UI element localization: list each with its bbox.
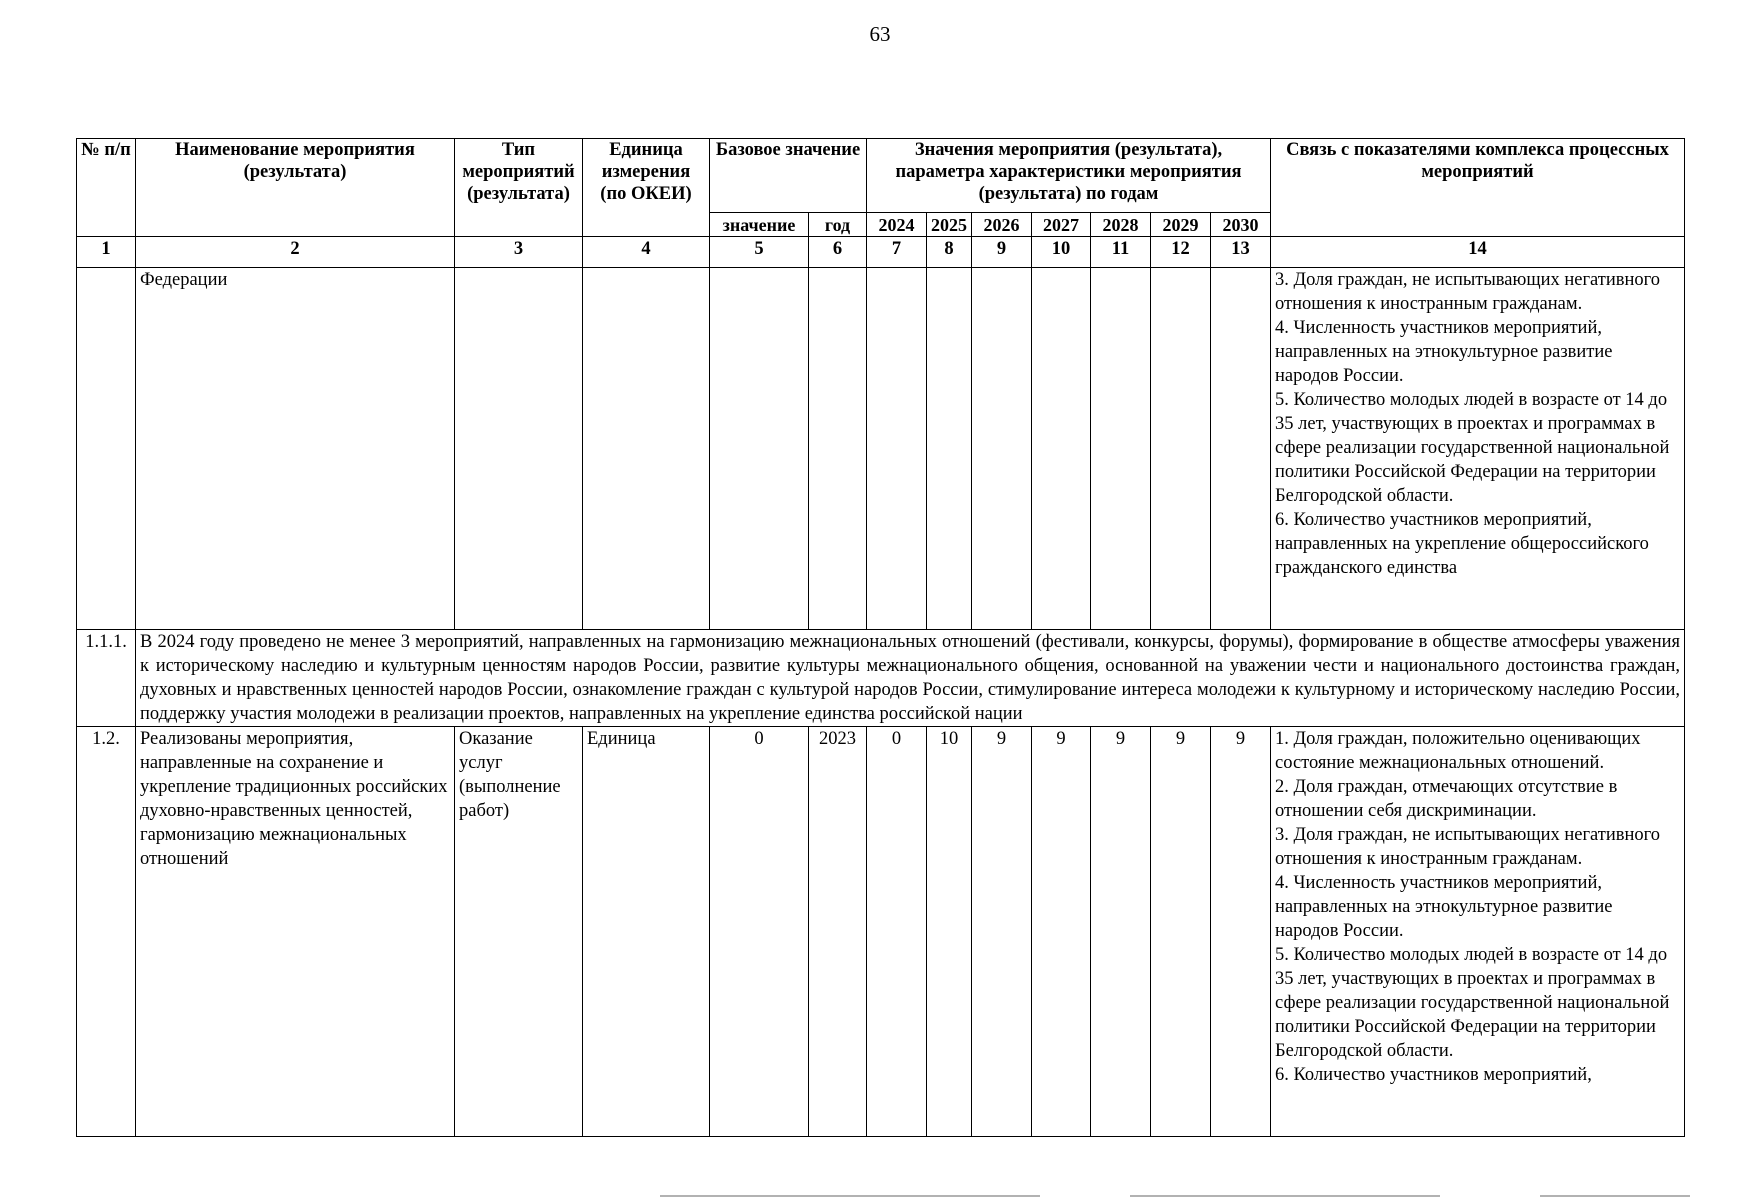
row-value-cell: [1032, 268, 1091, 630]
column-number: 9: [972, 237, 1032, 268]
table-row-1-1-1: [77, 630, 1685, 727]
row-link-cell: [1271, 268, 1685, 630]
header-year: 2028: [1091, 213, 1151, 237]
table-row-continuation: [77, 268, 1685, 630]
link-item: 6. Количество участников мероприятий,: [1275, 1065, 1592, 1085]
header-year: 2027: [1032, 213, 1091, 237]
link-item: 4. Численность участников мероприятий, направленных на этнокультурное развитие народов России.: [1275, 873, 1613, 941]
link-item: 4. Численность участников мероприятий, направленных на этнокультурное развитие народов России.: [1275, 318, 1613, 386]
column-number: 7: [867, 237, 927, 268]
column-number: 3: [455, 237, 583, 268]
link-item: 6. Количество участников мероприятий, направленных на укрепление общероссийского гражданского единства: [1275, 510, 1649, 578]
link-item: 1. Доля граждан, положительно оценивающих состояние межнациональных отношений.: [1275, 729, 1641, 773]
row-value-cell: 10: [927, 727, 972, 1137]
header-year: 2029: [1151, 213, 1211, 237]
header-row-1: [77, 139, 1685, 213]
row-base-year-cell: [809, 268, 867, 630]
row-value-cell: 9: [1211, 727, 1271, 1137]
column-number: 11: [1091, 237, 1151, 268]
column-number: 6: [809, 237, 867, 268]
row-num-cell: [77, 268, 136, 630]
link-item: 3. Доля граждан, не испытывающих негативного отношения к иностранным гражданам.: [1275, 825, 1661, 869]
row-value-cell: 0: [867, 727, 927, 1137]
column-number: 2: [136, 237, 455, 268]
row-type-cell: [455, 268, 583, 630]
header-values: Значения мероприятия (результата), параметра характеристики мероприятия (результата) по годам: [867, 139, 1271, 213]
row-num-cell: 1.2.: [77, 727, 136, 1137]
scan-artifact-lines: [0, 1194, 1760, 1198]
row-unit-cell: [583, 268, 710, 630]
header-type: Тип мероприятий (результата): [455, 139, 583, 237]
column-number-row: [77, 237, 1685, 268]
header-num: № п/п: [77, 139, 136, 237]
row-base-value-cell: 0: [710, 727, 809, 1137]
page-number: 63: [869, 22, 891, 46]
row-num-cell: 1.1.1.: [77, 630, 136, 727]
header-link: Связь с показателями комплекса процессных мероприятий: [1271, 139, 1685, 237]
column-number: 14: [1271, 237, 1685, 268]
row-value-cell: [1211, 268, 1271, 630]
header-year: 2025: [927, 213, 972, 237]
row-value-cell: [1091, 268, 1151, 630]
header-year: 2030: [1211, 213, 1271, 237]
column-number: 13: [1211, 237, 1271, 268]
activities-table: [76, 138, 1685, 1137]
row-value-cell: [867, 268, 927, 630]
link-item: 3. Доля граждан, не испытывающих негативного отношения к иностранным гражданам.: [1275, 270, 1661, 314]
row-base-year-cell: 2023: [809, 727, 867, 1137]
column-number: 12: [1151, 237, 1211, 268]
row-base-value-cell: [710, 268, 809, 630]
header-unit: Единица измерения (по ОКЕИ): [583, 139, 710, 237]
row-value-cell: [927, 268, 972, 630]
column-number: 10: [1032, 237, 1091, 268]
row-unit-cell: Единица: [583, 727, 710, 1137]
row-value-cell: 9: [972, 727, 1032, 1137]
header-year: 2024: [867, 213, 927, 237]
header-base-year: год: [809, 213, 867, 237]
row-value-cell: 9: [1091, 727, 1151, 1137]
column-number: 5: [710, 237, 809, 268]
row-value-cell: [1151, 268, 1211, 630]
header-year: 2026: [972, 213, 1032, 237]
row-type-cell: Оказание услуг (выполнение работ): [455, 727, 583, 1137]
header-base-value: значение: [710, 213, 809, 237]
link-item: 5. Количество молодых людей в возрасте от 14 до 35 лет, участвующих в проектах и программах в сфере реализации государственной национальной политики Российской Федерации на территории Белгородской области.: [1275, 390, 1670, 506]
column-number: 8: [927, 237, 972, 268]
row-value-cell: 9: [1151, 727, 1211, 1137]
row-value-cell: [972, 268, 1032, 630]
table-row-1-2: [77, 727, 1685, 1137]
link-item: 2. Доля граждан, отмечающих отсутствие в отношении себя дискриминации.: [1275, 777, 1618, 821]
header-name: Наименование мероприятия (результата): [136, 139, 455, 237]
row-name-cell: Реализованы мероприятия, направленные на сохранение и укрепление традиционных российских духовно-нравственных ценностей, гармонизацию межнациональных отношений: [136, 727, 455, 1137]
column-number: 1: [77, 237, 136, 268]
row-value-cell: 9: [1032, 727, 1091, 1137]
column-number: 4: [583, 237, 710, 268]
row-description-cell: В 2024 году проведено не менее 3 мероприятий, направленных на гармонизацию межнациональных отношений (фестивали, конкурсы, форумы), формирование в обществе атмосферы уважения к историческому наследию и культурным ценностям народов России, развитие культуры межнационального общения, основанной на уважении чести и национального достоинства граждан, духовных и нравственных ценностей народов России, ознакомление граждан с культурой народов России, стимулирование интереса молодежи к культурному и историческому наследию России, поддержку участия молодежи в реализации проектов, направленных на укрепление единства российской нации: [136, 630, 1685, 727]
header-base: Базовое значение: [710, 139, 867, 213]
link-item: 5. Количество молодых людей в возрасте от 14 до 35 лет, участвующих в проектах и программах в сфере реализации государственной национальной политики Российской Федерации на территории Белгородской области.: [1275, 945, 1670, 1061]
row-link-cell: [1271, 727, 1685, 1137]
row-name-cell: Федерации: [136, 268, 455, 630]
